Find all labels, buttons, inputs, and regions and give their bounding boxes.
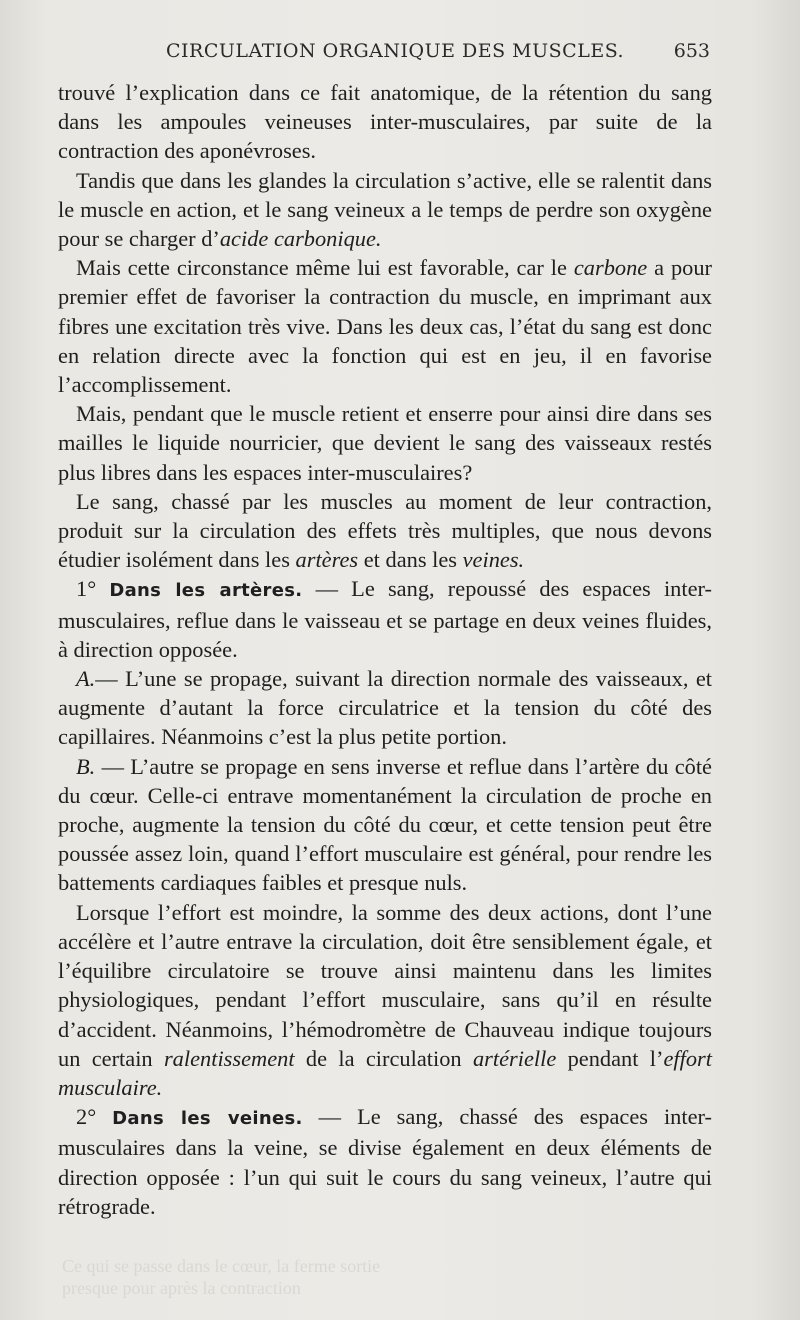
paragraph-text: Tandis que dans les glandes la circulation s’active, elle se ralentit dans le muscle en action, et le sang veineux a le temps de perdre son oxygène pour se charger d’ bbox=[58, 167, 712, 252]
subsection-letter: B. bbox=[76, 753, 96, 779]
italic-term: veines. bbox=[462, 547, 525, 573]
italic-term: artérielle bbox=[472, 1045, 557, 1071]
paragraph-text: — Le sang, repoussé des espaces inter-musculaires, reflue dans le vaisseau et se partage en deux veines fluides, à direction opposée. bbox=[58, 576, 712, 662]
running-title: CIRCULATION ORGANIQUE DES MUSCLES. bbox=[166, 40, 625, 62]
page-number: 653 bbox=[673, 40, 710, 62]
subsection-letter: A. bbox=[76, 666, 96, 692]
bleed-through-text-2: presque pour après la contraction bbox=[62, 1278, 301, 1298]
page-body bbox=[58, 78, 712, 1221]
italic-term: artères bbox=[295, 547, 359, 573]
paragraph-text: Mais cette circonstance même lui est favorable, car le bbox=[76, 255, 574, 281]
paragraph-text: — L’autre se propage en sens inverse et reflue dans l’artère du côté du cœur. Celle-ci entrave momentanément la circulation de proche en proche, augmente la tension du côté du cœur, et cette tension peut être poussée assez loin, quand l’effort musculaire est général, pour rendre les battements cardiaques faibles et presque nuls. bbox=[58, 753, 712, 896]
bleed-through-text-1: Ce qui se passe dans le cœur, la ferme sortie bbox=[62, 1256, 381, 1276]
italic-term: carbone bbox=[573, 255, 648, 281]
section-number: 1° bbox=[76, 576, 110, 602]
paragraph-text: — Le sang, chassé des espaces inter-musculaires dans la veine, se divise également en deux éléments de direction opposée : l’un qui suit le cours du sang veineux, l’autre qui rétrograde. bbox=[58, 1104, 713, 1219]
paragraph-equilibrium bbox=[58, 898, 712, 1102]
italic-term: effort musculaire. bbox=[58, 1045, 712, 1100]
paragraph-text: et dans les bbox=[358, 547, 463, 573]
page-header bbox=[58, 40, 710, 70]
paragraph-text: trouvé l’explication dans ce fait anatomique, de la rétention du sang dans les ampoules veineuses inter-musculaires, par suite de la contraction des aponévroses. bbox=[58, 80, 712, 164]
paragraph-question bbox=[58, 399, 712, 487]
paragraph-effects bbox=[58, 487, 712, 575]
paragraph-continuation bbox=[58, 78, 712, 166]
subsection-a bbox=[58, 664, 712, 752]
section-number: 2° bbox=[76, 1104, 113, 1130]
italic-term: acide carbonique. bbox=[219, 226, 382, 252]
paragraph-carbone bbox=[58, 253, 712, 399]
subsection-b bbox=[58, 752, 712, 898]
paragraph-text: Mais, pendant que le muscle retient et enserre pour ainsi dire dans ses mailles le liquide nourricier, que devient le sang des vaisseaux restés plus libres dans les espaces inter-musculaires? bbox=[58, 401, 712, 485]
paragraph-text: Le sang, chassé par les muscles au moment de leur contraction, produit sur la circulation des effets très multiples, que nous devons étudier isolément dans les bbox=[58, 488, 712, 573]
section-heading: Dans les artères. bbox=[109, 580, 303, 602]
italic-term: ralentissement bbox=[163, 1045, 295, 1071]
paragraph-text: pendant l’ bbox=[556, 1045, 664, 1071]
paragraph-text: Lorsque l’effort est moindre, la somme des deux actions, dont l’une accélère et l’autre entrave la circulation, doit être sensiblement égale, et l’équilibre circulatoire se trouve ainsi maintenu dans les limites physiologiques, pendant l’effort musculaire, sans qu’il en résulte d’accident. Néanmoins, l’hémodromètre de Chauveau indique toujours un certain bbox=[58, 899, 712, 1071]
paragraph-glands bbox=[58, 166, 712, 254]
paragraph-text: a pour premier effet de favoriser la contraction du muscle, en imprimant aux fibres une excitation très vive. Dans les deux cas, l’état du sang est donc en relation directe avec la fonction qui est en jeu, il en favorise l’accomplissement. bbox=[58, 255, 712, 398]
paragraph-text: de la circulation bbox=[294, 1045, 473, 1071]
section-veins bbox=[58, 1102, 712, 1221]
section-heading: Dans les veines. bbox=[112, 1108, 303, 1130]
section-arteries bbox=[58, 574, 712, 664]
paragraph-text: — L’une se propage, suivant la direction normale des vaisseaux, et augmente d’autant la force circulatrice et la tension du côté des capillaires. Néanmoins c’est la plus petite portion. bbox=[58, 666, 712, 750]
